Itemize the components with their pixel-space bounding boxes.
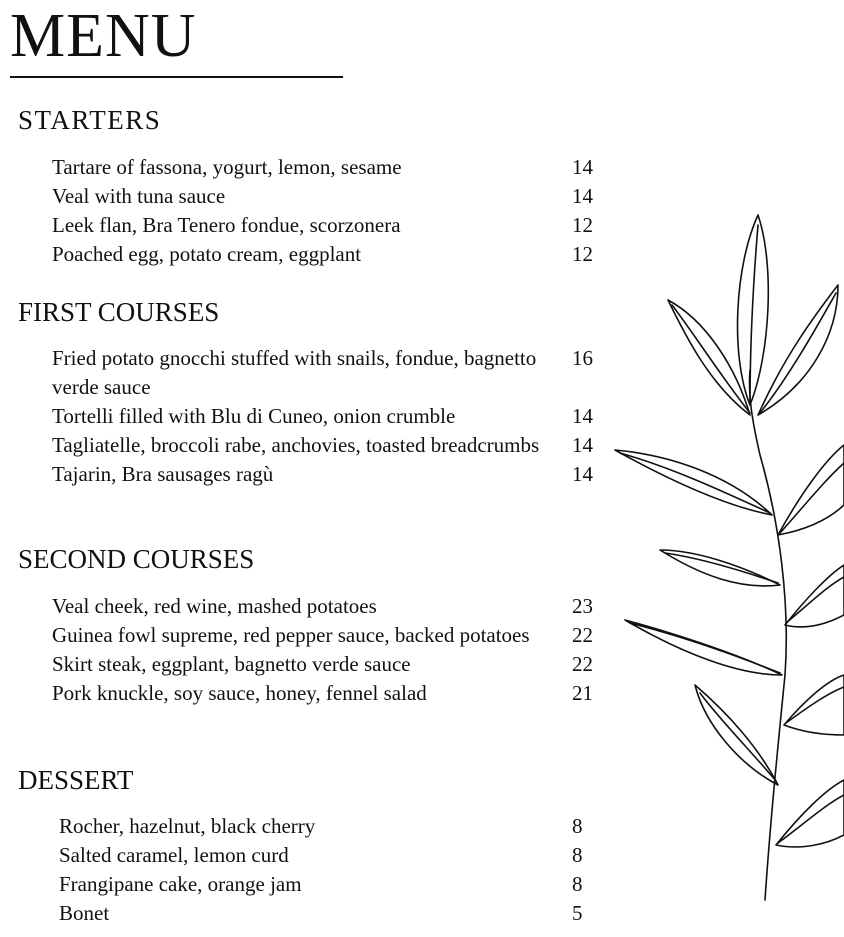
item-name: Frangipane cake, orange jam — [59, 872, 302, 896]
item-name: Veal cheek, red wine, mashed potatoes — [52, 594, 377, 618]
list-item — [52, 344, 612, 402]
item-name: Veal with tuna sauce — [52, 184, 226, 208]
item-name: Pork knuckle, soy sauce, honey, fennel salad — [52, 681, 427, 705]
item-name: Tortelli filled with Blu di Cuneo, onion crumble — [52, 404, 456, 428]
section-title-starters: STARTERS — [18, 105, 162, 135]
item-price: 12 — [572, 242, 593, 266]
item-name: Leek flan, Bra Tenero fondue, scorzonera — [52, 213, 401, 237]
item-price: 23 — [572, 594, 593, 618]
item-price: 14 — [572, 462, 593, 486]
section-title-dessert: DESSERT — [18, 765, 134, 795]
list-item — [52, 211, 612, 240]
list-item — [52, 240, 612, 269]
item-price: 14 — [572, 184, 593, 208]
item-name: Salted caramel, lemon curd — [59, 843, 289, 867]
leaf-branch-icon — [600, 205, 844, 905]
item-price: 12 — [572, 213, 593, 237]
starters-list — [52, 153, 612, 269]
item-name: Rocher, hazelnut, black cherry — [59, 814, 316, 838]
item-price: 14 — [572, 155, 593, 179]
item-price: 8 — [572, 872, 583, 896]
item-name: Tajarin, Bra sausages ragù — [52, 462, 274, 486]
section-title-second-courses: SECOND COURSES — [18, 544, 255, 574]
item-price: 8 — [572, 814, 583, 838]
item-price: 21 — [572, 681, 593, 705]
dessert-list — [59, 812, 619, 928]
first-courses-list — [52, 344, 612, 489]
list-item — [59, 812, 619, 841]
menu-title: MENU — [10, 2, 197, 70]
item-name: Fried potato gnocchi stuffed with snails, fondue, bagnetto verde sauce — [52, 346, 537, 399]
section-title-first-courses: FIRST COURSES — [18, 297, 220, 327]
item-name: Skirt steak, eggplant, bagnetto verde sauce — [52, 652, 411, 676]
item-price: 14 — [572, 404, 593, 428]
item-name: Tagliatelle, broccoli rabe, anchovies, toasted breadcrumbs — [52, 433, 540, 457]
item-name: Bonet — [59, 901, 110, 925]
second-courses-list — [52, 592, 612, 708]
list-item — [52, 650, 612, 679]
list-item — [52, 460, 612, 489]
item-name: Guinea fowl supreme, red pepper sauce, backed potatoes — [52, 623, 530, 647]
item-price: 22 — [572, 652, 593, 676]
list-item — [52, 182, 612, 211]
list-item — [59, 841, 619, 870]
item-price: 22 — [572, 623, 593, 647]
item-price: 8 — [572, 843, 583, 867]
list-item — [52, 621, 612, 650]
list-item — [59, 899, 619, 928]
item-name: Poached egg, potato cream, eggplant — [52, 242, 362, 266]
item-price: 14 — [572, 433, 593, 457]
item-price: 5 — [572, 901, 583, 925]
list-item — [59, 870, 619, 899]
list-item — [52, 153, 612, 182]
list-item — [52, 402, 612, 431]
list-item — [52, 431, 612, 460]
item-price: 16 — [572, 346, 593, 370]
item-name: Tartare of fassona, yogurt, lemon, sesame — [52, 155, 402, 179]
list-item — [52, 679, 612, 708]
list-item — [52, 592, 612, 621]
title-underline — [10, 76, 343, 78]
